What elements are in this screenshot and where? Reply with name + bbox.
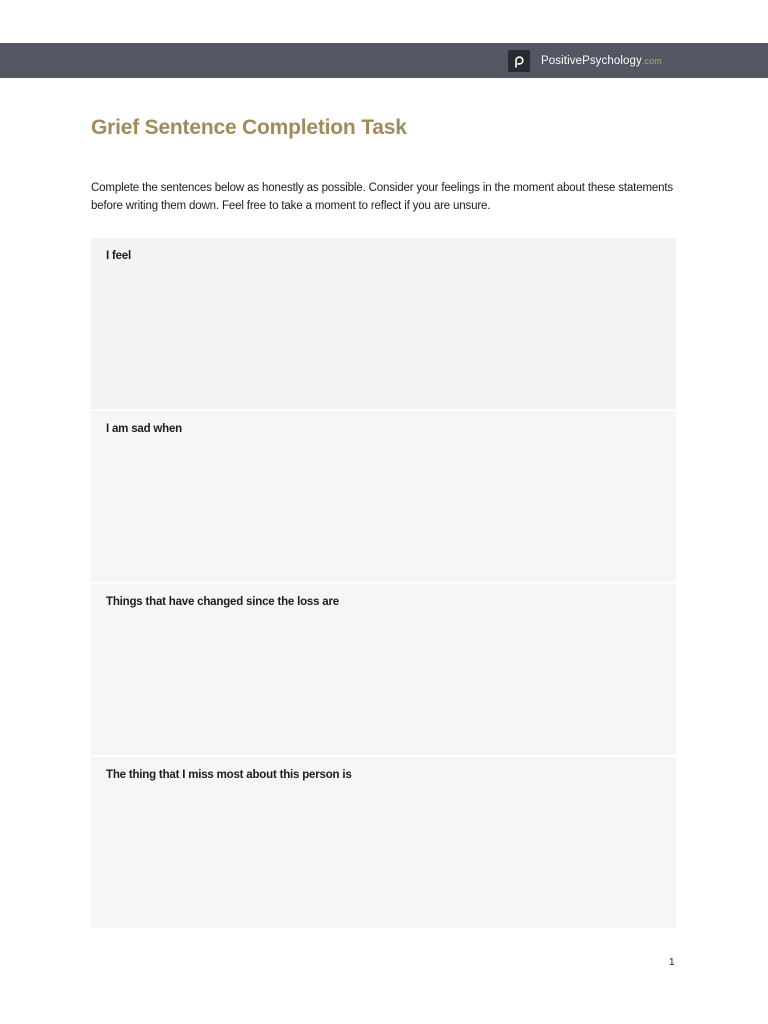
- page-number: 1: [669, 957, 675, 968]
- prompt-label: I am sad when: [106, 423, 183, 435]
- positive-psychology-logo-icon: [508, 50, 530, 72]
- brand-name-main: PositivePsychology: [541, 55, 642, 67]
- prompt-box-i-am-sad-when[interactable]: [91, 411, 676, 582]
- prompt-box-things-changed[interactable]: [91, 584, 676, 755]
- header-bar: [0, 43, 768, 78]
- brand-tld: .com: [641, 56, 662, 66]
- prompt-label: I feel: [106, 250, 132, 262]
- prompt-list: [91, 238, 676, 930]
- prompt-box-i-feel[interactable]: [91, 238, 676, 409]
- intro-text: Complete the sentences below as honestly as possible. Consider your feelings in the moment about these statements before writing them down. Feel free to take a moment to reflect if you are unsure.: [91, 182, 674, 212]
- page-title: Grief Sentence Completion Task: [91, 116, 407, 139]
- prompt-box-miss-most[interactable]: [91, 757, 676, 928]
- brand[interactable]: [508, 50, 662, 72]
- prompt-label: Things that have changed since the loss are: [106, 596, 339, 608]
- prompt-label: The thing that I miss most about this person is: [106, 769, 352, 781]
- brand-name: [541, 55, 662, 67]
